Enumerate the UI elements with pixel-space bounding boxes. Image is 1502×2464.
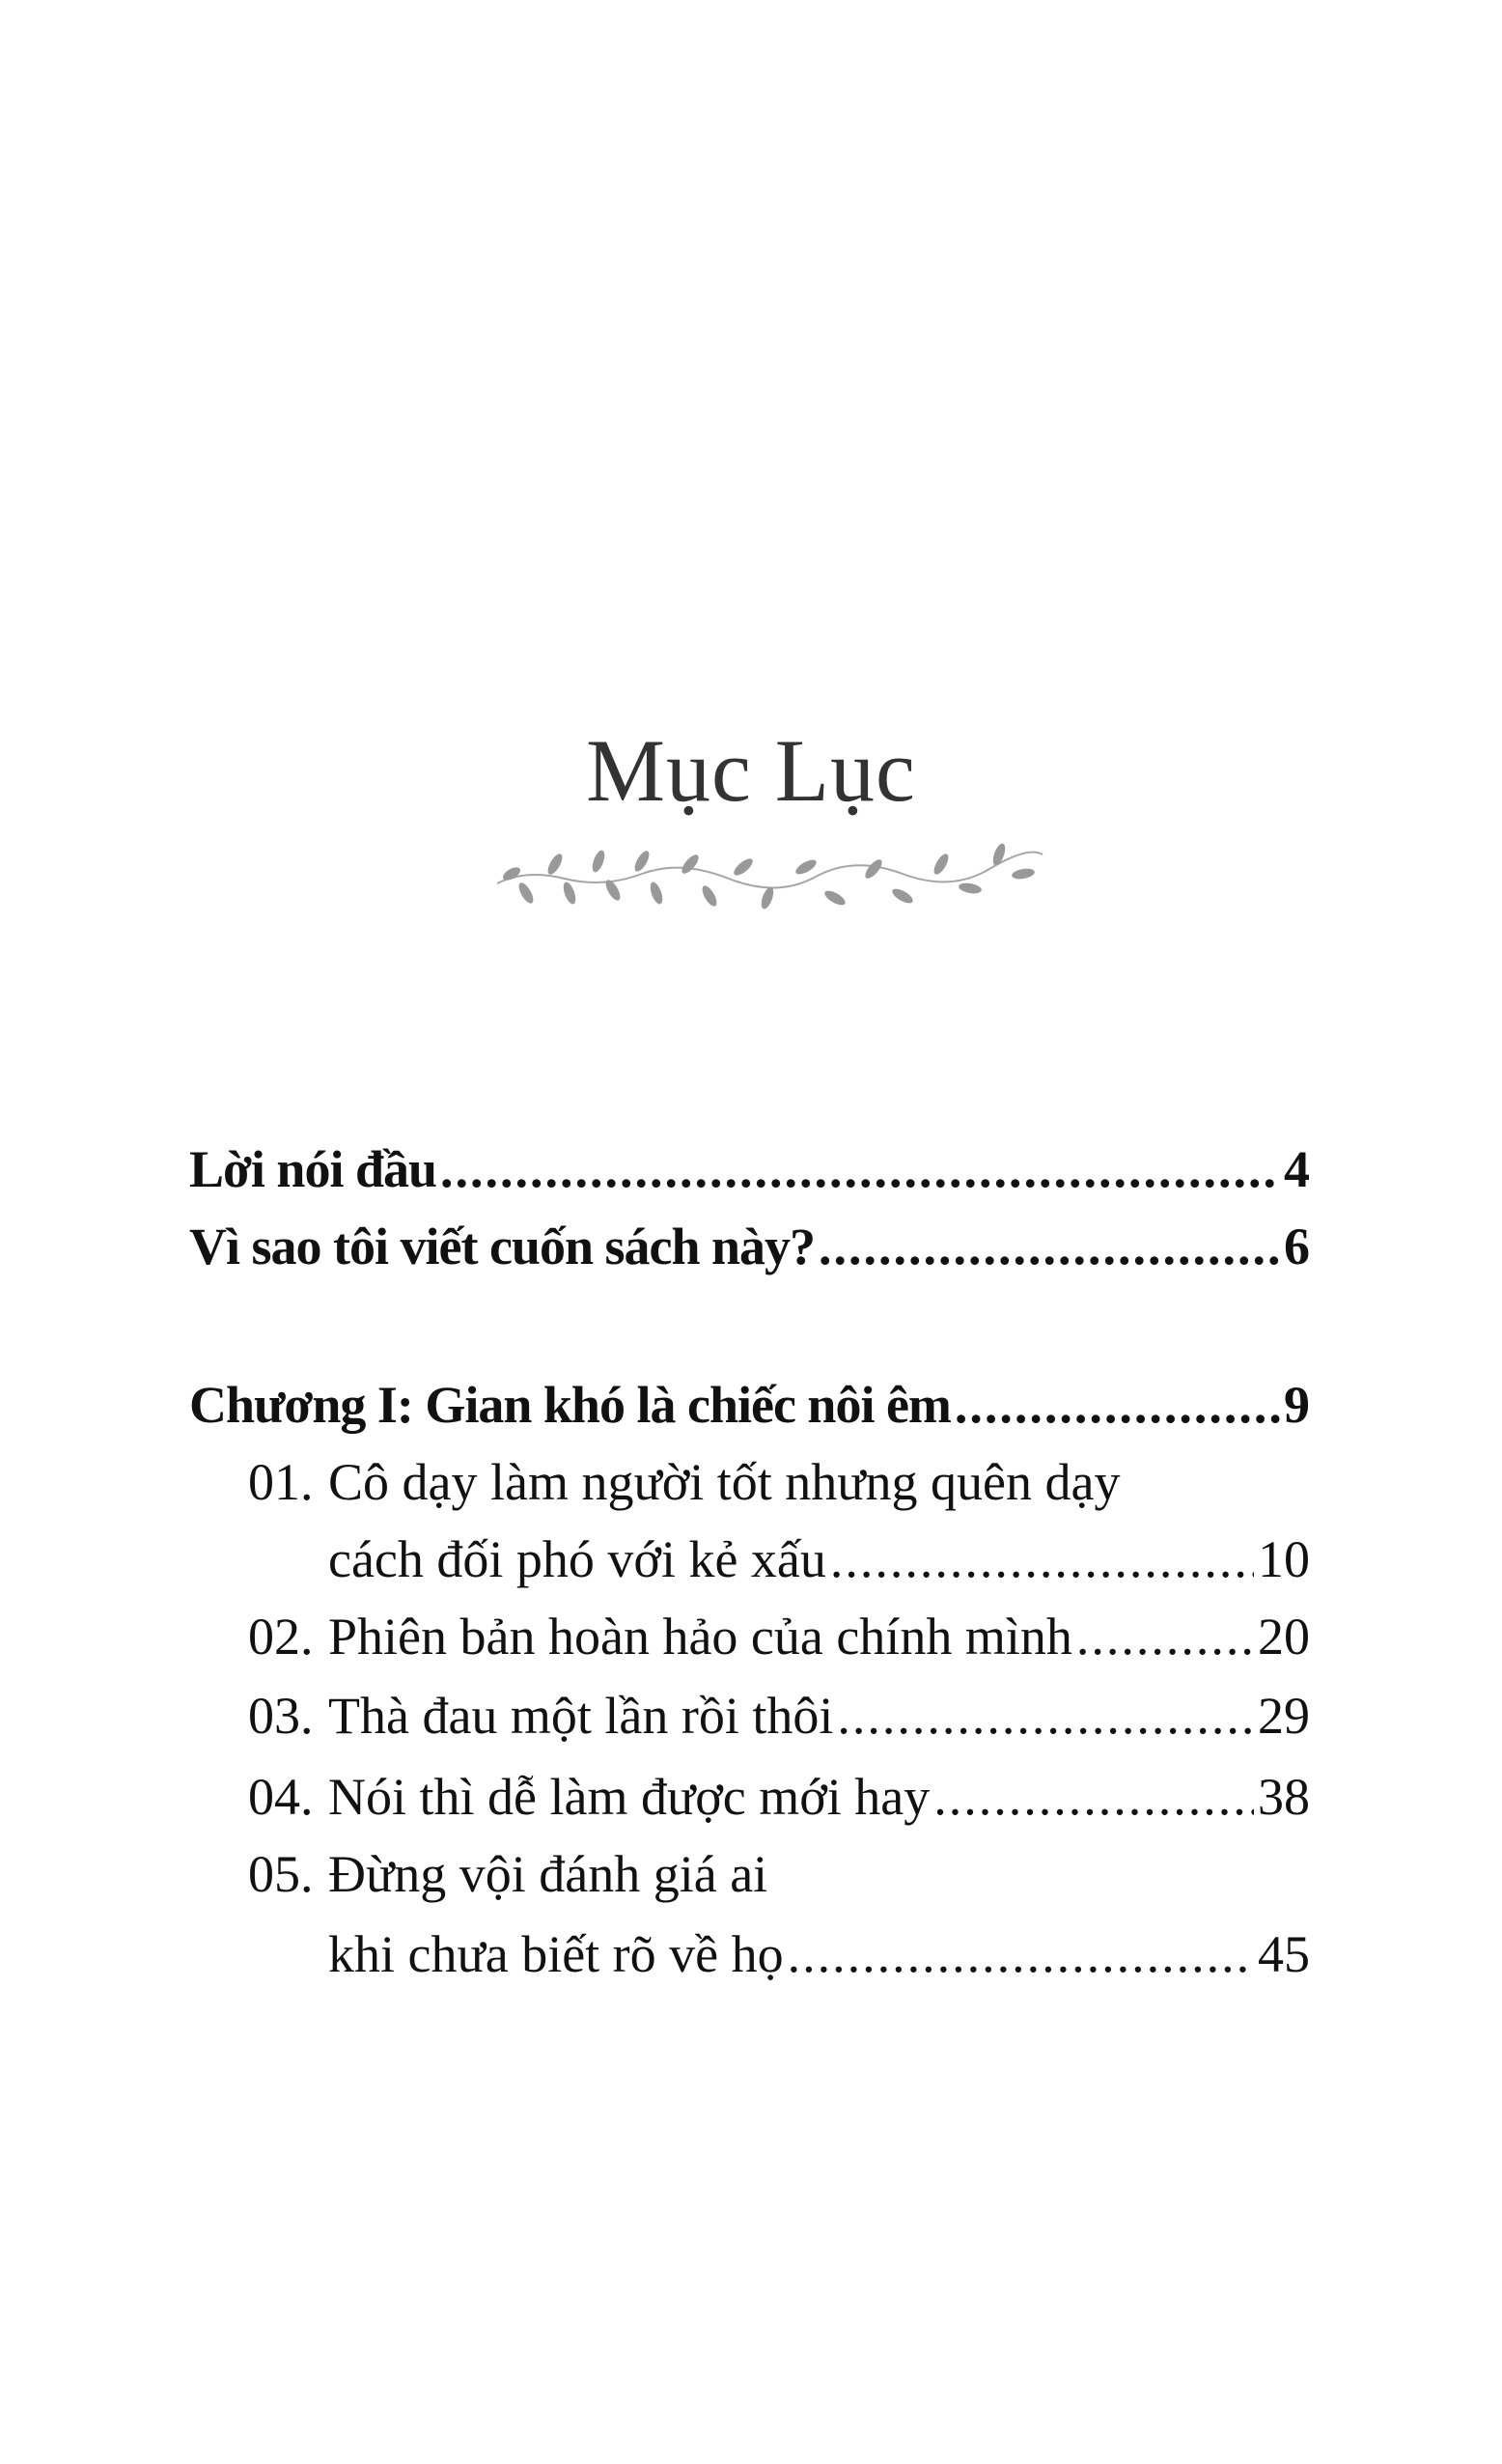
toc-section-label: khi chưa biết rõ về họ [328, 1925, 784, 1983]
toc-entry-page: 6 [1284, 1218, 1309, 1275]
dot-leader [837, 1682, 1254, 1750]
page-title: Mục Lục [586, 721, 916, 820]
toc-section-page: 29 [1258, 1687, 1310, 1745]
toc-section-label: Nói thì dễ làm được mới hay [328, 1768, 931, 1826]
toc-entry-page: 4 [1284, 1140, 1309, 1198]
toc-entry-why-i-wrote[interactable] [189, 1213, 1309, 1280]
toc-section-04[interactable] [248, 1763, 1310, 1831]
dot-leader [788, 1920, 1254, 1988]
toc-section-page: 10 [1258, 1530, 1310, 1588]
toc-section-label: Cô dạy làm người tốt nhưng quên dạy [328, 1453, 1121, 1511]
dot-leader [830, 1526, 1254, 1593]
leaf-vine-ornament-icon [487, 830, 1047, 927]
dot-leader [440, 1135, 1280, 1203]
toc-section-05-continued[interactable] [328, 1920, 1310, 1988]
dot-leader [819, 1213, 1280, 1280]
toc-section-number: 01. [248, 1453, 314, 1511]
toc-section-01[interactable] [248, 1448, 1310, 1516]
toc-section-label: Đừng vội đánh giá ai [328, 1845, 768, 1903]
toc-entry-preface[interactable] [189, 1135, 1309, 1203]
toc-section-page: 45 [1258, 1925, 1310, 1983]
toc-chapter-label: Chương I: Gian khó là chiếc nôi êm [189, 1376, 951, 1434]
toc-entry-label: Lời nói đầu [189, 1140, 437, 1198]
dot-leader [1076, 1603, 1254, 1670]
toc-chapter-page: 9 [1284, 1376, 1309, 1434]
toc-section-label: Phiên bản hoàn hảo của chính mình [328, 1608, 1072, 1666]
dot-leader [933, 1763, 1254, 1831]
toc-section-number: 04. [248, 1768, 314, 1826]
toc-section-02[interactable] [248, 1603, 1310, 1670]
toc-section-page: 20 [1258, 1608, 1310, 1666]
dot-leader [955, 1371, 1280, 1439]
toc-entry-label: Vì sao tôi viết cuốn sách này? [189, 1218, 816, 1275]
toc-section-05[interactable] [248, 1840, 1310, 1908]
toc-section-01-continued[interactable] [328, 1526, 1310, 1593]
toc-section-number: 05. [248, 1845, 314, 1903]
toc-section-number: 02. [248, 1608, 314, 1666]
toc-section-number: 03. [248, 1687, 314, 1745]
toc-section-label: cách đối phó với kẻ xấu [328, 1530, 826, 1588]
toc-section-page: 38 [1258, 1768, 1310, 1826]
toc-section-label: Thà đau một lần rồi thôi [328, 1687, 834, 1745]
toc-chapter-1[interactable] [189, 1371, 1309, 1439]
toc-section-03[interactable] [248, 1682, 1310, 1750]
